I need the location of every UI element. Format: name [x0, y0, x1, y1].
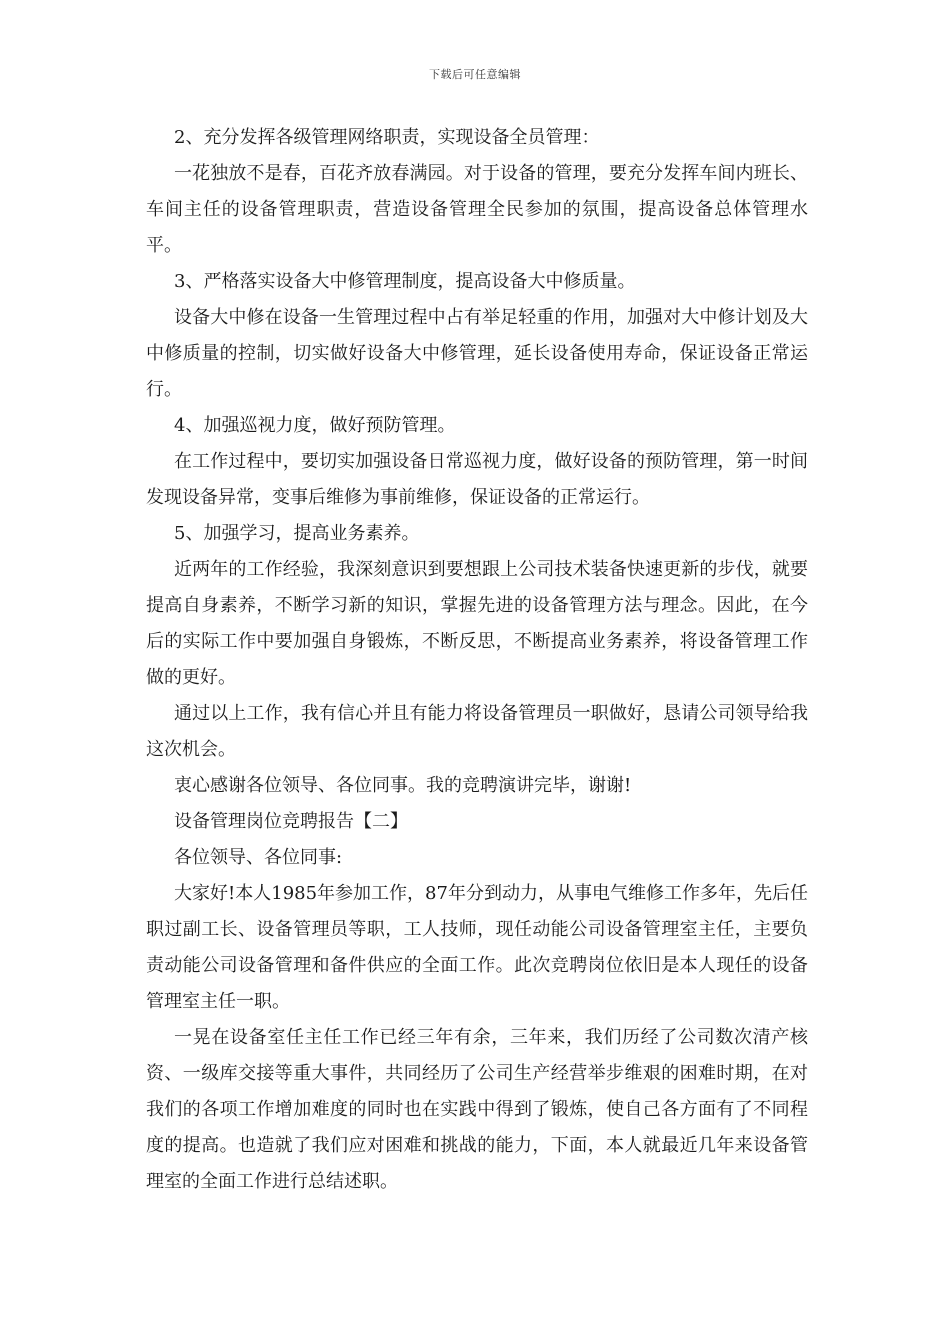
paragraph: 2、充分发挥各级管理网络职责，实现设备全员管理： [174, 127, 600, 148]
paragraph: 大家好!本人1985年参加工作，87年分到动力，从事电气维修工作多年，先后任职过副工长、设备管理员等职，工人技师，现任动能公司设备管理室主任，主要负责动能公司设备管理和备件供应的全面工作。此次竞聘岗位依旧是本人现任的设备管理室主任一职。 [146, 883, 808, 1012]
document-body [146, 120, 808, 1200]
paragraph: 3、严格落实设备大中修管理制度，提高设备大中修质量。 [174, 271, 636, 292]
paragraph: 近两年的工作经验，我深刻意识到要想跟上公司技术装备快速更新的步伐，就要提高自身素养，不断学习新的知识，掌握先进的设备管理方法与理念。因此，在今后的实际工作中要加强自身锻炼，不断反思，不断提高业务素养，将设备管理工作做的更好。 [146, 559, 808, 688]
paragraph: 5、加强学习，提高业务素养。 [174, 523, 420, 544]
paragraph: 通过以上工作，我有信心并且有能力将设备管理员一职做好，恳请公司领导给我这次机会。 [146, 703, 808, 760]
paragraph: 设备大中修在设备一生管理过程中占有举足轻重的作用，加强对大中修计划及大中修质量的控制，切实做好设备大中修管理，延长设备使用寿命，保证设备正常运行。 [146, 307, 808, 400]
paragraph: 一晃在设备室任主任工作已经三年有余，三年来，我们历经了公司数次清产核资、一级库交接等重大事件，共同经历了公司生产经营举步维艰的困难时期，在对我们的各项工作增加难度的同时也在实践中得到了锻炼，使自己各方面有了不同程度的提高。也造就了我们应对困难和挑战的能力，下面，本人就最近几年来设备管理室的全面工作进行总结述职。 [146, 1027, 808, 1192]
salutation: 各位领导、各位同事: [174, 847, 343, 868]
paragraph: 衷心感谢各位领导、各位同事。我的竞聘演讲完毕，谢谢! [174, 775, 632, 796]
paragraph: 一花独放不是春，百花齐放春满园。对于设备的管理，要充分发挥车间内班长、车间主任的设备管理职责，营造设备管理全民参加的氛围，提高设备总体管理水平。 [146, 163, 808, 256]
paragraph: 在工作过程中，要切实加强设备日常巡视力度，做好设备的预防管理，第一时间发现设备异常，变事后维修为事前维修，保证设备的正常运行。 [146, 451, 808, 508]
paragraph: 4、加强巡视力度，做好预防管理。 [174, 415, 456, 436]
page-header: 下载后可任意编辑 [429, 68, 521, 81]
section-title: 设备管理岗位竞聘报告【二】 [174, 811, 408, 832]
